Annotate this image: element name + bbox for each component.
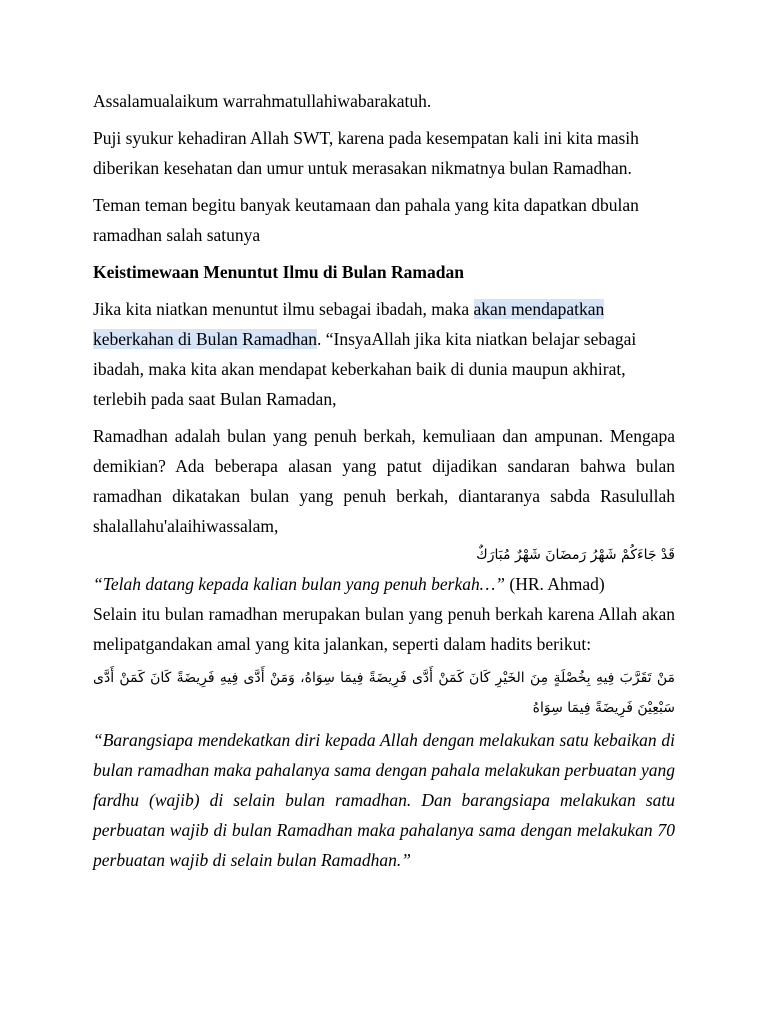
highlighted-text[interactable]: akan mendapatkan keberkahan di Bulan Ramadhan xyxy=(93,299,605,349)
arabic-hadith-2: مَنْ تَقَرَّبَ فِيهِ بِخُصْلَةٍ مِنَ الخَيْرِ كَانَ كَمَنْ أَدَّى فَرِيضَةً فِيمَا سِوَاهُ، وَمَنْ أَدَّى فِيهِ فَرِيضَةً كَانَ كَمَنْ أَدَّى سَبْعِيْنَ فَرِيضَةً فِيمَا سِوَاهُ xyxy=(93,670,675,716)
hadith-quote-1-text: “Telah datang kepada kalian bulan yang penuh berkah…” xyxy=(93,574,506,594)
berkah-paragraph: Ramadhan adalah bulan yang penuh berkah, kemuliaan dan ampunan. Mengapa demikian? Ada beberapa alasan yang patut dijadikan sandaran bahwa bulan ramadhan dikatakan bulan yang penuh berkah, diantaranya sabda Rasulullah shalallahu'alaihiwassalam, xyxy=(93,426,675,536)
document-page xyxy=(93,86,675,875)
hadith-quote-1 xyxy=(93,569,675,599)
intro-paragraph: Puji syukur kehadiran Allah SWT, karena pada kesempatan kali ini kita masih diberikan kesehatan dan umur untuk merasakan nikmatnya bulan Ramadhan. xyxy=(93,128,639,178)
hadith-source: (HR. Ahmad) xyxy=(505,574,605,594)
greeting-paragraph: Assalamualaikum warrahmatullahiwabarakatuh. xyxy=(93,91,432,111)
teman-paragraph: Teman teman begitu banyak keutamaan dan pahala yang kita dapatkan dbulan ramadhan salah satunya xyxy=(93,195,639,245)
section-heading: Keistimewaan Menuntut Ilmu di Bulan Ramadan xyxy=(93,262,464,282)
ilmu-text-before: Jika kita niatkan menuntut ilmu sebagai ibadah, maka xyxy=(93,299,474,319)
arabic-hadith-1: قَدْ جَاءَكُمْ شَهْرُ رَمضَانَ شَهْرٌ مُبَارَكٌ xyxy=(476,547,675,563)
hadith-quote-2: “Barangsiapa mendekatkan diri kepada Allah dengan melakukan satu kebaikan di bulan ramadhan maka pahalanya sama dengan pahala melakukan perbuatan yang fardhu (wajib) di selain bulan ramadhan. Dan barangsiapa melakukan satu perbuatan wajib di bulan Ramadhan maka pahalanya sama dengan melakukan 70 perbuatan wajib di selain bulan Ramadhan.” xyxy=(93,730,675,870)
ilmu-paragraph xyxy=(93,294,675,414)
selain-paragraph: Selain itu bulan ramadhan merupakan bulan yang penuh berkah karena Allah akan melipatgandakan amal yang kita jalankan, seperti dalam hadits berikut: xyxy=(93,604,675,654)
ilmu-text-after: . “InsyaAllah jika kita niatkan belajar sebagai ibadah, maka kita akan mendapat keberkahan baik di dunia maupun akhirat, terlebih pada saat Bulan Ramadan, xyxy=(93,329,637,409)
